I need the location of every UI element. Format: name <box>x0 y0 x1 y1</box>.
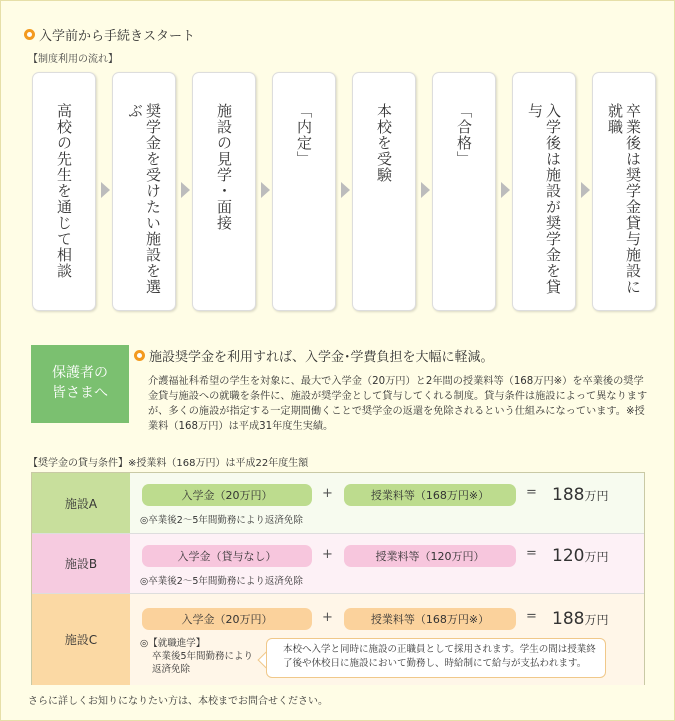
plus-sign: + <box>322 486 333 501</box>
row-note-line: 返済免除 <box>152 663 191 675</box>
row-note-line: 卒業後5年間勤務により <box>152 650 254 662</box>
flow-step-text: 「合格」 <box>455 103 473 167</box>
tuition-pill: 授業料等（168万円※） <box>344 484 516 506</box>
flow-step-text: 奨学金を受けたい施設を選ぶ <box>126 103 162 295</box>
total-unit: 万円 <box>584 489 609 503</box>
guardian-badge <box>31 345 129 423</box>
tuition-pill: 授業料等（120万円） <box>344 545 516 567</box>
flow-step-text: 卒業後は奨学金貸与施設に就職 <box>606 103 642 295</box>
entrance-fee-pill: 入学金（20万円） <box>142 484 312 506</box>
entrance-fee-pill: 入学金（貸与なし） <box>142 545 312 567</box>
section-title <box>24 25 195 44</box>
arrow-right-icon <box>341 182 350 198</box>
row-head: 施設A <box>32 473 130 533</box>
bullet-circle-icon <box>24 29 35 40</box>
total-amount <box>552 609 608 629</box>
flow-label: 【制度利用の流れ】 <box>28 54 118 65</box>
equals-sign: = <box>526 546 537 561</box>
flow-step <box>512 72 576 311</box>
arrow-right-icon <box>501 182 510 198</box>
total-unit: 万円 <box>584 613 609 627</box>
row-note <box>140 638 253 676</box>
flow-step <box>32 72 96 311</box>
total-number: 188 <box>552 609 585 629</box>
table-row <box>32 594 644 685</box>
flow-step <box>272 72 336 311</box>
flow-step-text: 本校を受験 <box>375 103 393 183</box>
row-head: 施設C <box>32 594 130 685</box>
tuition-pill: 授業料等（168万円※） <box>344 608 516 630</box>
flow-step <box>432 72 496 311</box>
table-row <box>32 534 644 594</box>
arrow-right-icon <box>421 182 430 198</box>
callout-box: 本校へ入学と同時に施設の正職員として採用されます。学生の間は授業終了後や休校日に施設において勤務し、時給制にて給与が支払われます。 <box>266 638 606 678</box>
arrow-right-icon <box>581 182 590 198</box>
total-amount <box>552 546 608 566</box>
arrow-right-icon <box>181 182 190 198</box>
arrow-right-icon <box>261 182 270 198</box>
section-title-text: 入学前から手続きスタート <box>39 29 196 44</box>
guardian-label-line2: 皆さまへ <box>52 385 108 401</box>
plus-sign: + <box>322 610 333 625</box>
flow-step-text: 「内定」 <box>295 103 313 167</box>
promo-title-text: 施設奨学金を利用すれば、入学金･学費負担を大幅に軽減。 <box>149 350 494 365</box>
row-note-line: ◎【就職進学】 <box>140 638 206 649</box>
total-unit: 万円 <box>584 550 609 564</box>
flow-step <box>192 72 256 311</box>
promo-title <box>134 346 494 365</box>
row-note: ◎卒業後2～5年間勤務により返済免除 <box>140 515 303 526</box>
total-number: 120 <box>552 546 585 566</box>
flow-step <box>112 72 176 311</box>
flow-step <box>592 72 656 311</box>
arrow-right-icon <box>101 182 110 198</box>
promo-body: 介護福祉科希望の学生を対象に、最大で入学金（20万円）と2年間の授業料等（168万円※）を卒業後の奨学金貸与施設への就職を条件に、施設が奨学金として貸与してくれる制度。貸与条件は施設によって異なりますが、多くの施設が指定する一定期間働くことで奨学金の返還を免除されるという仕組みになっています。※授業料（168万円）は平成31年度生実績。 <box>148 376 648 432</box>
flow-step <box>352 72 416 311</box>
footer-note: さらに詳しくお知りになりたい方は、本校までお問合せください。 <box>28 696 328 707</box>
row-note: ◎卒業後2～5年間勤務により返済免除 <box>140 576 303 587</box>
guardian-label-line1: 保護者の <box>52 365 108 382</box>
entrance-fee-pill: 入学金（20万円） <box>142 608 312 630</box>
conditions-table <box>31 472 645 685</box>
plus-sign: + <box>322 547 333 562</box>
equals-sign: = <box>526 485 537 500</box>
total-number: 188 <box>552 485 585 505</box>
total-amount <box>552 485 608 505</box>
flow-step-text: 入学後は施設が奨学金を貸与 <box>526 103 562 295</box>
flow-step-text: 高校の先生を通じて相談 <box>55 103 73 279</box>
equals-sign: = <box>526 609 537 624</box>
bullet-circle-icon <box>134 350 145 361</box>
flow-step-text: 施設の見学・面接 <box>215 103 233 231</box>
conditions-label: 【奨学金の貸与条件】※授業料（168万円）は平成22年度生額 <box>28 458 309 469</box>
row-head: 施設B <box>32 534 130 593</box>
table-row <box>32 473 644 534</box>
